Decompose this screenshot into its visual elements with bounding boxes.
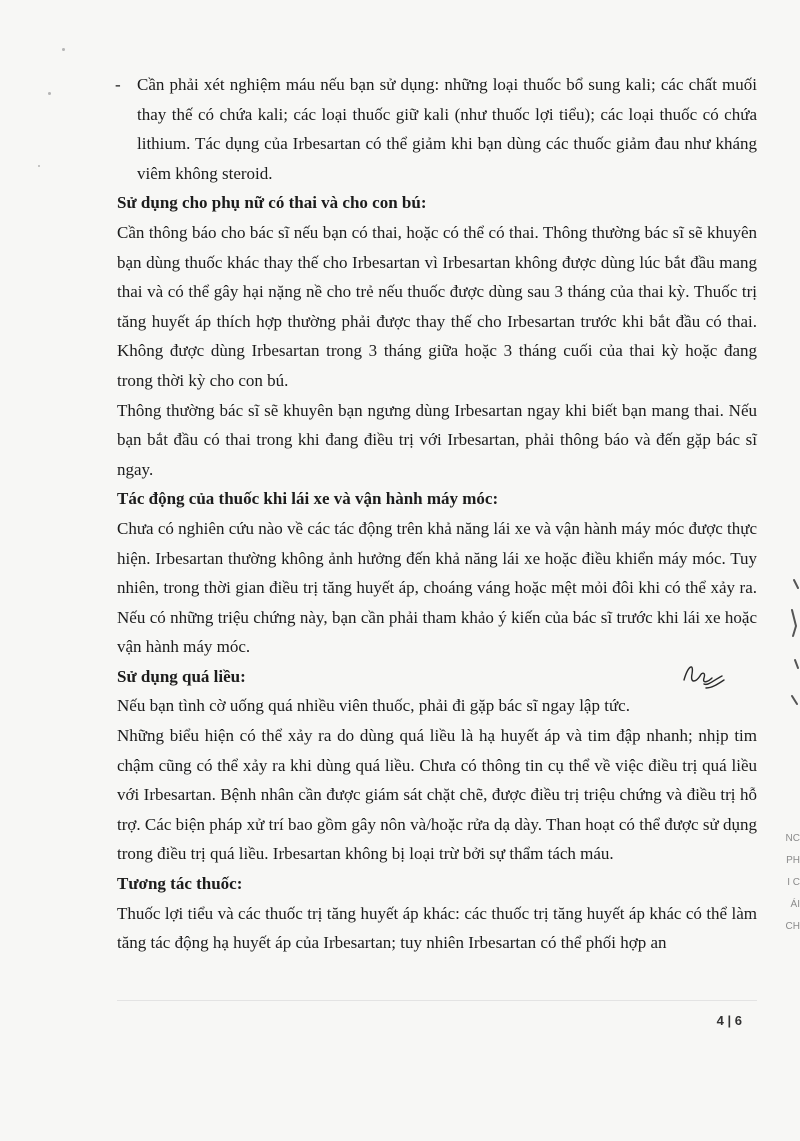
- paragraph-pregnancy-2: Thông thường bác sĩ sẽ khuyên bạn ngưng dùng Irbesartan ngay khi biết bạn mang thai. Nếu bạn bắt đầu có thai trong khi đang điều trị với Irbesartan, phải thông báo và đến gặp bác sĩ ngay.: [117, 400, 757, 479]
- stamp-text: PH: [786, 855, 800, 866]
- bullet-item: [117, 70, 757, 188]
- scan-speck: [48, 92, 51, 95]
- paragraph-driving-1: Chưa có nghiên cứu nào về các tác động trên khả năng lái xe và vận hành máy móc được thực hiện. Irbesartan thường không ảnh hưởng đến khả năng lái xe hoặc điều khiển máy móc. Tuy nhiên, trong thời gian điều trị tăng huyết áp, choáng váng hoặc mệt mỏi đôi khi có thể xảy ra. Nếu có những triệu chứng này, bạn cần phải tham khảo ý kiến của bác sĩ trước khi lái xe hoặc vận hành máy móc.: [117, 518, 757, 657]
- stamp-text: NC: [785, 833, 800, 844]
- stamp-text: I C: [787, 877, 800, 888]
- handwritten-initials: [678, 658, 728, 692]
- section-heading-pregnancy: Sử dụng cho phụ nữ có thai và cho con bú:: [117, 193, 427, 213]
- paragraph-overdose-1: Nếu bạn tình cờ uống quá nhiều viên thuốc, phải đi gặp bác sĩ ngay lập tức.: [117, 696, 630, 716]
- paragraph-pregnancy-1: Cần thông báo cho bác sĩ nếu bạn có thai, hoặc có thể có thai. Thông thường bác sĩ sẽ khuyên bạn dùng thuốc khác thay thế cho Irbesartan vì Irbesartan không được dùng lúc bắt đầu mang thai và có thể gây hại nặng nề cho trẻ nếu thuốc được dùng sau 3 tháng của thai kỳ. Thuốc trị tăng huyết áp thích hợp thường phải được thay thế cho Irbesartan trước khi bắt đầu có thai. Không được dùng Irbesartan trong 3 tháng giữa hoặc 3 tháng cuối của thai kỳ hoặc đang trong thời kỳ cho con bú.: [117, 222, 757, 390]
- section-heading-overdose: Sử dụng quá liều:: [117, 666, 246, 686]
- bullet-text: Cần phải xét nghiệm máu nếu bạn sử dụng: những loại thuốc bổ sung kali; các chất muối thay thế có chứa kali; các loại thuốc giữ kali (như thuốc lợi tiểu); các loại thuốc có chứa lithium. Tác dụng của Irbesartan có thể giảm khi bạn dùng các thuốc giảm đau như kháng viêm không steroid.: [137, 75, 757, 183]
- scan-speck: [38, 165, 40, 167]
- stamp-fragment: [778, 828, 800, 938]
- stamp-text: ÁI: [790, 899, 800, 910]
- section-heading-interactions: Tương tác thuốc:: [117, 874, 243, 894]
- bullet-dash: -: [115, 75, 121, 94]
- page-number: 4 | 6: [716, 1013, 742, 1028]
- paragraph-overdose-2: Những biểu hiện có thể xảy ra do dùng quá liều là hạ huyết áp và tim đập nhanh; nhịp tim chậm cũng có thể xảy ra khi dùng quá liều. Chưa có thông tin cụ thể về việc điều trị quá liều với Irbesartan. Bệnh nhân cần được giám sát chặt chẽ, được điều trị triệu chứng và điều trị hỗ trợ. Các biện pháp xử trí bao gồm gây nôn và/hoặc rửa dạ dày. Than hoạt có thể được sử dụng trong điều trị quá liều. Irbesartan không bị loại trừ bởi sự thẩm tách máu.: [117, 726, 757, 864]
- edge-scan-marks: [780, 570, 800, 710]
- section-heading-driving: Tác động của thuốc khi lái xe và vận hành máy móc:: [117, 489, 499, 509]
- scan-speck: [62, 48, 65, 51]
- stamp-text: CH: [785, 921, 800, 932]
- document-body: [117, 70, 757, 958]
- footer-divider: [117, 1000, 757, 1001]
- paragraph-interactions-1: Thuốc lợi tiểu và các thuốc trị tăng huyết áp khác: các thuốc trị tăng huyết áp khác có thể làm tăng tác động hạ huyết áp của Irbesartan; tuy nhiên Irbesartan có thể phối hợp an: [117, 903, 757, 953]
